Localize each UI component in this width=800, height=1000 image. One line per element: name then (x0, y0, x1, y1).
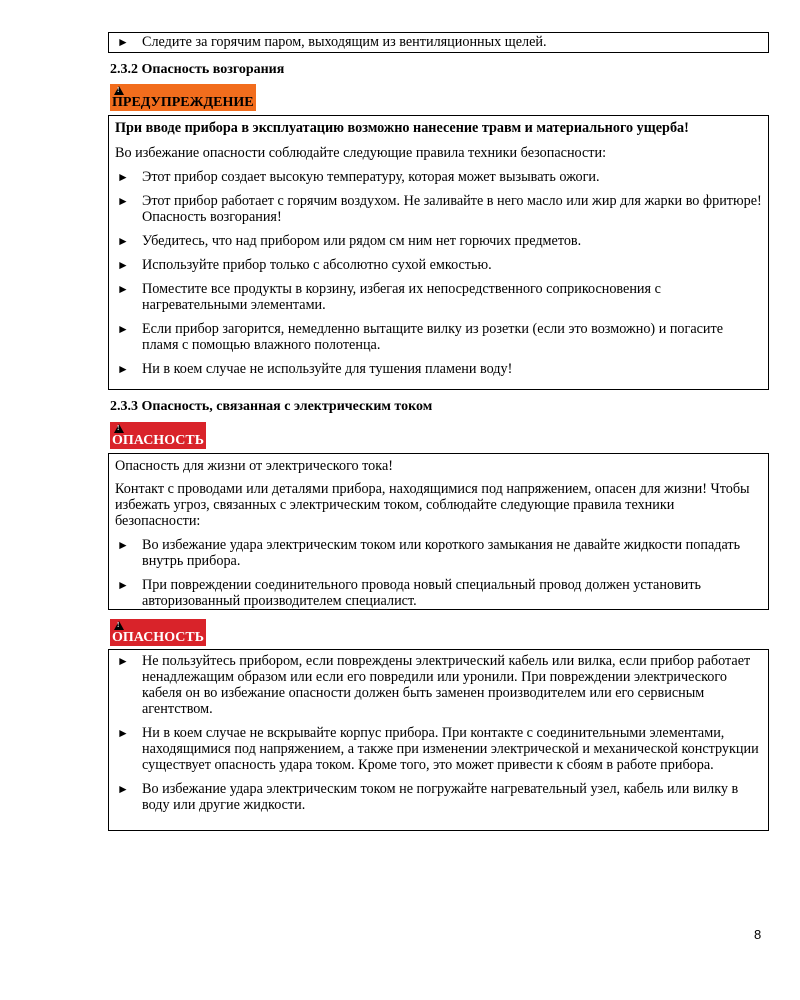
bullet-arrow-icon: ► (117, 322, 129, 336)
warning-triangle-icon (114, 86, 124, 95)
list-item: ► Во избежание удара электрическим током не погружайте нагревательный узел, кабель или вилку в воду или другие жидкости. (117, 781, 739, 813)
warning-triangle-icon (114, 424, 124, 433)
danger-paragraph: Контакт с проводами или деталями прибора, находящимися под напряжением, опасен для жизни! Чтобы избежать угроз, связанных с электрическим током, соблюдайте следующие правила техники безопасности: (115, 481, 750, 529)
bullet-arrow-icon: ► (117, 538, 129, 552)
top-item-box (108, 32, 769, 53)
warning-label: ! ПРЕДУПРЕЖДЕНИЕ (110, 84, 256, 111)
danger-box-electric (108, 453, 769, 610)
danger-label: ! ОПАСНОСТЬ (110, 422, 206, 449)
list-item: ► Во избежание удара электрическим током или короткого замыкания не давайте жидкости попадать внутрь прибора. (117, 537, 741, 569)
danger-box-2 (108, 649, 769, 831)
bullet-arrow-icon: ► (117, 362, 129, 376)
page-number: 8 (754, 927, 762, 942)
list-item: ► При повреждении соединительного провода новый специальный провод должен установить авторизованный производителем специалист. (117, 577, 701, 609)
list-item: ► Ни в коем случае не вскрывайте корпус прибора. При контакте с соединительными элементами, находящимися под напряжением, а также при изменении электрической и механической конструкции существует опасность удара током. Кроме того, это может привести к сбоям в работе прибора. (117, 725, 759, 773)
bullet-arrow-icon: ► (117, 726, 129, 740)
list-item: ► Если прибор загорится, немедленно вытащите вилку из розетки (если это возможно) и погасите пламя с помощью влажного полотенца. (117, 321, 724, 353)
bullet-arrow-icon: ► (117, 170, 129, 184)
section-heading-fire: 2.3.2 Опасность возгорания (110, 62, 285, 77)
list-item: ► Этот прибор создает высокую температуру, которая может вызывать ожоги. (117, 169, 600, 185)
danger-line: Опасность для жизни от электрического тока! (115, 458, 393, 474)
bullet-arrow-icon: ► (117, 258, 129, 272)
bullet-arrow-icon: ► (117, 35, 129, 49)
danger-label-2: ! ОПАСНОСТЬ (110, 619, 206, 646)
list-item: ► Используйте прибор только с абсолютно сухой емкостью. (117, 257, 492, 273)
warning-box-fire (108, 115, 769, 390)
bullet-arrow-icon: ► (117, 282, 129, 296)
list-item: ► Поместите все продукты в корзину, избегая их непосредственного соприкосновения с нагревательными элементами. (117, 281, 661, 313)
bold-intro: При вводе прибора в эксплуатацию возможно нанесение травм и материального ущерба! (115, 120, 689, 136)
bullet-arrow-icon: ► (117, 782, 129, 796)
bullet-arrow-icon: ► (117, 654, 129, 668)
list-item: ► Этот прибор работает с горячим воздухом. Не заливайте в него масло или жир для жарки во фритюре! Опасность возгорания! (117, 193, 762, 225)
warning-triangle-icon (114, 621, 124, 630)
section-heading-electric: 2.3.3 Опасность, связанная с электрическим током (110, 399, 433, 414)
list-item: ► Ни в коем случае не используйте для тушения пламени воду! (117, 361, 513, 377)
bullet-arrow-icon: ► (117, 578, 129, 592)
list-item: ► Не пользуйтесь прибором, если повреждены электрический кабель или вилка, если прибор работает ненадлежащим образом или если его повредили или уронили. При повреждении электрического кабеля он во избежание опасности должен быть заменен производителем или его сервисным агентством. (117, 653, 751, 717)
intro-text: Во избежание опасности соблюдайте следующие правила техники безопасности: (115, 145, 607, 161)
bullet-arrow-icon: ► (117, 234, 129, 248)
list-item: ► Убедитесь, что над прибором или рядом см ним нет горючих предметов. (117, 233, 582, 249)
list-item: ► Следите за горячим паром, выходящим из вентиляционных щелей. (117, 34, 547, 50)
bullet-arrow-icon: ► (117, 194, 129, 208)
